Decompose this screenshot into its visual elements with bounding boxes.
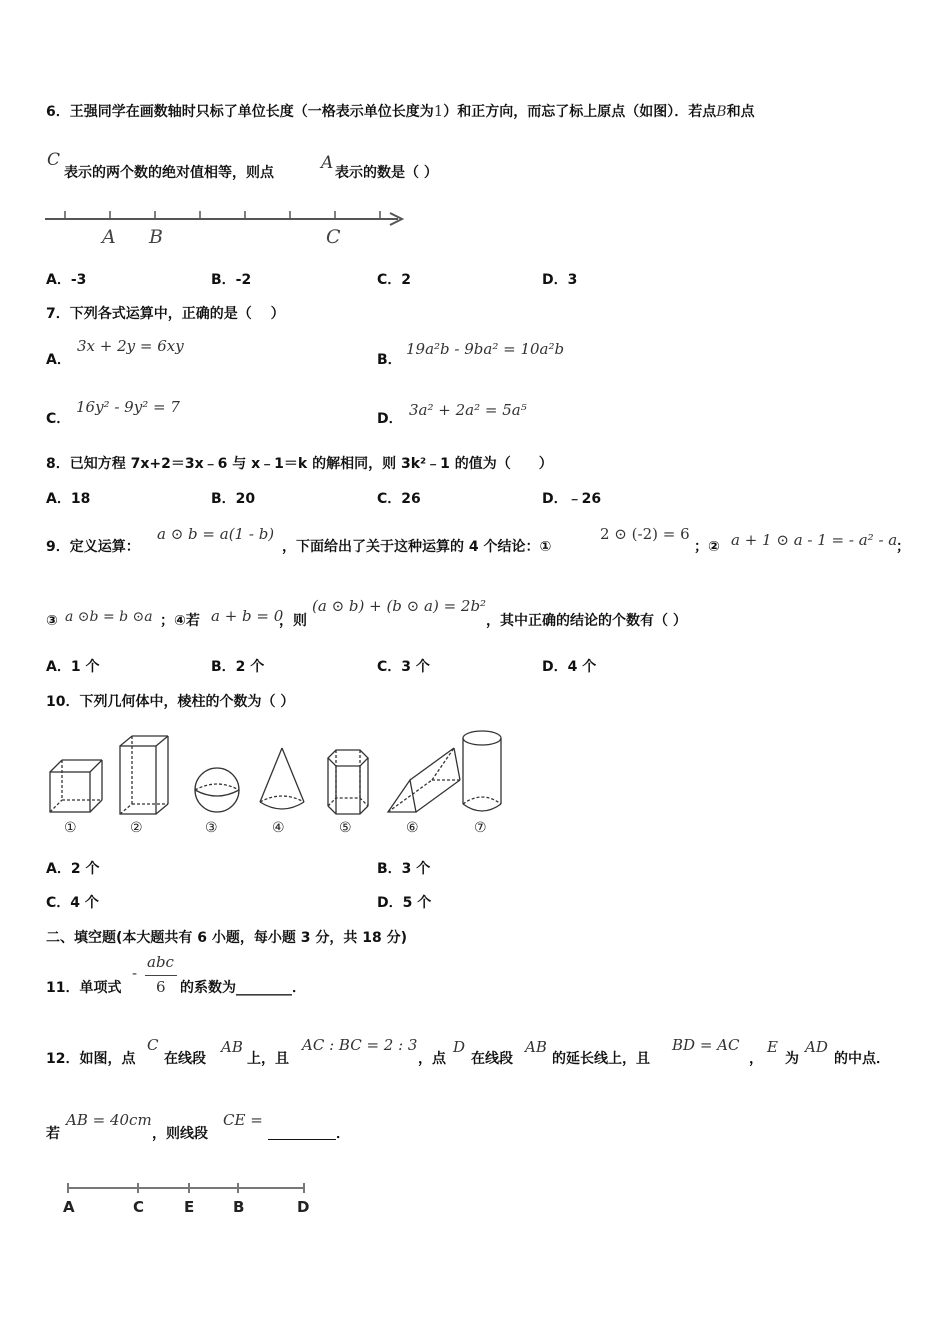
q8-option-c: C．26 — [377, 491, 421, 507]
q11-fraction-bar — [145, 975, 177, 976]
segment-label-c: C — [133, 1198, 145, 1216]
q12-text-8: 为 — [785, 1051, 799, 1067]
q6-text-1b: ）和正方向，而忘了标上原点（如图）．若点 — [443, 104, 717, 120]
q7-option-d-label: D． — [377, 411, 403, 427]
q12-text-5: 在线段 — [471, 1051, 513, 1067]
q12-segment-figure — [60, 1180, 320, 1220]
segment-label-b: B — [233, 1198, 245, 1216]
q6-number-line — [40, 205, 410, 247]
solid-label-7: ⑦ — [474, 820, 487, 836]
solid-hexagonal-prism — [328, 750, 368, 814]
q8-option-d: D．﹣26 — [542, 491, 602, 507]
q11-numerator: abc — [147, 953, 174, 971]
q6-option-c: C．2 — [377, 272, 412, 288]
q9-stem-c: ；② — [694, 539, 720, 555]
q6-one: 1 — [433, 102, 444, 120]
q12-text-4: ，点 — [418, 1051, 446, 1067]
segment-label-e: E — [184, 1198, 195, 1216]
q12-segment-ad: AD — [805, 1038, 828, 1056]
q12-line2-c: ． — [336, 1126, 350, 1142]
q9-option-c: C．3 个 — [377, 659, 430, 675]
solid-label-1: ① — [64, 820, 77, 836]
q12-line2-a: 若 — [46, 1126, 60, 1142]
solid-cube — [50, 760, 102, 812]
q9-stem-b: ，下面给出了关于这种运算的 4 个结论：① — [282, 539, 552, 555]
q11-tail: 的系数为________． — [180, 980, 306, 996]
solid-cuboid — [120, 736, 168, 814]
axis-label-a: A — [102, 226, 116, 248]
q12-point-c: C — [147, 1036, 159, 1054]
q12-text-6: 的延长线上，且 — [552, 1051, 650, 1067]
solid-label-6: ⑥ — [406, 820, 419, 836]
q7-option-d-expr: 3a² + 2a² = 5a⁵ — [409, 401, 527, 419]
q10-stem: 10．下列几何体中，棱柱的个数为（ ） — [46, 694, 295, 710]
solid-cylinder — [463, 731, 501, 811]
q10-option-d: D．5 个 — [377, 895, 432, 911]
q9-option-b: B．2 个 — [211, 659, 265, 675]
axis-ticks — [65, 211, 380, 219]
q6-point-c: C — [47, 150, 61, 170]
q12-text-3: 上，且 — [247, 1051, 289, 1067]
q9-stem-d: ； — [896, 539, 910, 555]
q6-option-b: B．-2 — [211, 272, 252, 288]
q9-line2-a: ③ — [46, 613, 58, 629]
q12-text-7: ， — [749, 1051, 763, 1067]
q11-minus: - — [132, 964, 138, 982]
q12-text-9: 的中点． — [834, 1051, 890, 1067]
q7-option-a-expr: 3x + 2y = 6xy — [77, 337, 184, 355]
q12-segment-ab-2: AB — [525, 1038, 547, 1056]
q11-stem: 11．单项式 — [46, 980, 122, 996]
q12-point-e: E — [767, 1038, 778, 1056]
q6-text-1: 6．王强同学在画数轴时只标了单位长度（一格表示单位长度为 — [46, 104, 434, 120]
solid-label-3: ③ — [205, 820, 218, 836]
q9-line2-b: ；④若 — [160, 613, 200, 629]
axis-label-c: C — [326, 226, 341, 248]
q12-point-d: D — [453, 1038, 466, 1056]
q12-ratio: AC : BC = 2 : 3 — [302, 1036, 418, 1054]
q7-option-a-label: A． — [46, 352, 71, 368]
q7-option-b-label: B． — [377, 352, 402, 368]
q9-stem-a: 9．定义运算： — [46, 539, 140, 555]
q9-line2-c: ，则 — [279, 613, 307, 629]
q12-line2-b: ，则线段 — [152, 1126, 208, 1142]
q6-option-a: A．-3 — [46, 272, 87, 288]
q9-conclusion-2: a + 1 ⊙ a - 1 = - a² - a — [731, 531, 898, 549]
solid-triangular-prism — [388, 748, 460, 812]
q12-given: AB = 40cm — [66, 1111, 152, 1129]
q9-option-d: D．4 个 — [542, 659, 597, 675]
q7-option-c-label: C． — [46, 411, 71, 427]
q6-stem-line2b: 表示的数是（ ） — [335, 165, 438, 181]
q6-point-b: B — [716, 104, 727, 120]
section-2-heading: 二、填空题(本大题共有 6 小题，每小题 3 分，共 18 分) — [46, 930, 408, 946]
q7-option-b-expr: 19a²b - 9ba² = 10a²b — [406, 340, 565, 358]
q12-segment-ab: AB — [221, 1038, 243, 1056]
q9-conclusion-1: 2 ⊙ (-2) = 6 — [600, 525, 690, 543]
solid-label-2: ② — [130, 820, 143, 836]
q9-conclusion-3: a ⊙b = b ⊙a — [65, 609, 153, 625]
solid-cone — [260, 748, 304, 809]
q7-option-c-expr: 16y² - 9y² = 7 — [76, 398, 180, 416]
solid-sphere — [195, 768, 239, 812]
solid-label-4: ④ — [272, 820, 285, 836]
q9-definition: a ⊙ b = a(1 - b) — [157, 525, 275, 543]
q6-text-1c: 和点 — [726, 104, 755, 120]
segment-label-d: D — [297, 1198, 310, 1216]
q6-option-d: D．3 — [542, 272, 578, 288]
q12-equation: BD = AC — [672, 1036, 740, 1054]
axis-label-b: B — [149, 226, 163, 248]
solid-label-5: ⑤ — [339, 820, 352, 836]
q12-text-1: 12．如图，点 — [46, 1051, 136, 1067]
segment-label-a: A — [63, 1198, 75, 1216]
q8-option-b: B．20 — [211, 491, 256, 507]
q9-option-a: A．1 个 — [46, 659, 100, 675]
q8-option-a: A．18 — [46, 491, 91, 507]
q11-denominator: 6 — [156, 978, 166, 996]
q10-option-a: A．2 个 — [46, 861, 100, 877]
q10-solids-figure — [44, 728, 514, 840]
q9-line2-d: ，其中正确的结论的个数有（ ） — [486, 613, 687, 629]
q8-stem: 8．已知方程 7x+2＝3x﹣6 与 x﹣1＝k 的解相同，则 3k²﹣1 的值为（ ） — [46, 456, 553, 472]
q9-conclusion-4: (a ⊙ b) + (b ⊙ a) = 2b² — [312, 597, 487, 615]
q6-stem-line1 — [46, 104, 755, 119]
q10-option-c: C．4 个 — [46, 895, 99, 911]
q9-conclusion-4-condition: a + b = 0 — [211, 607, 284, 625]
q12-text-2: 在线段 — [164, 1051, 206, 1067]
q6-point-a: A — [321, 153, 334, 173]
q12-ce: CE = — [223, 1111, 263, 1129]
q6-stem-line2a: 表示的两个数的绝对值相等，则点 — [64, 165, 274, 181]
q10-option-b: B．3 个 — [377, 861, 431, 877]
q7-stem: 7．下列各式运算中，正确的是（ ） — [46, 306, 285, 322]
q12-answer-blank — [268, 1139, 336, 1140]
